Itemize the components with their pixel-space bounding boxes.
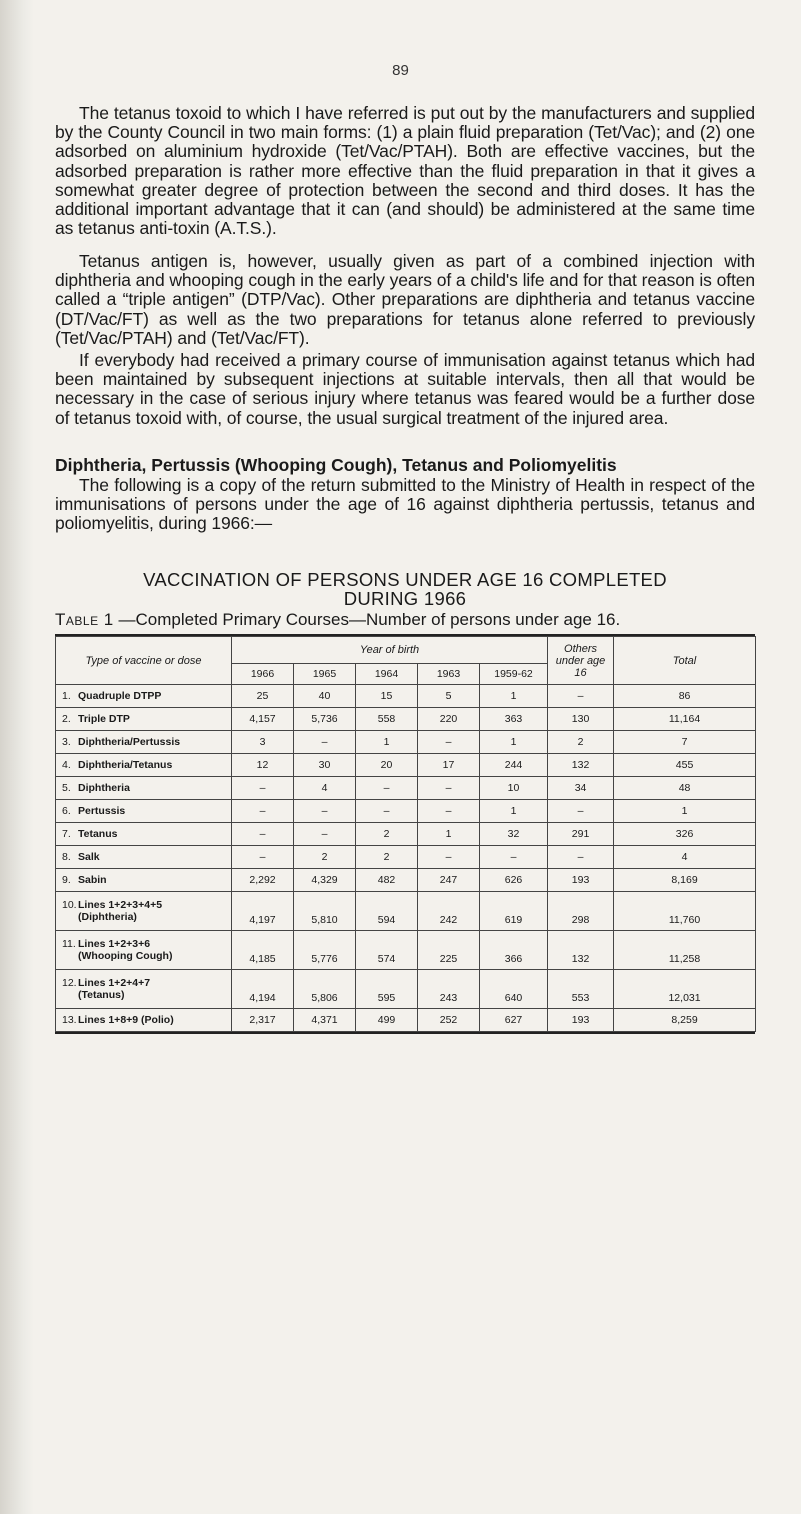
count-cell: – — [418, 800, 480, 823]
paragraph-return-copy: The following is a copy of the return submitted to the Ministry of Health in respect of the immunisations of persons under the age of 16 against diphtheria pertussis, tetanus and poliomyelitis, during 1966:— — [55, 475, 755, 534]
page-gutter-shadow — [0, 0, 34, 1514]
total-cell: 48 — [614, 777, 756, 800]
header-year: 1966 — [232, 664, 294, 685]
count-cell: 574 — [356, 931, 418, 970]
count-cell: – — [232, 800, 294, 823]
row-number: 3. — [62, 736, 71, 748]
table-row — [56, 970, 756, 1009]
count-cell: – — [356, 777, 418, 800]
table-row — [56, 823, 756, 846]
total-cell: 7 — [614, 731, 756, 754]
vaccine-type-label: Lines 1+2+4+7 — [78, 977, 151, 989]
paragraph-tetanus-antigen: Tetanus antigen is, however, usually given as part of a combined injection with diphtheria and whooping cough in the early years of a child's life and for that reason is often called a “triple antigen” (DTP/Vac). Other preparations are diphtheria and tetanus vaccine (DT/Vac/FT) as well as the two preparations for tetanus alone referred to previously (Tet/Vac/PTAH) and (Tet/Vac/FT). — [55, 251, 755, 348]
count-cell: – — [232, 823, 294, 846]
table-row — [56, 731, 756, 754]
count-cell: 2 — [356, 823, 418, 846]
total-cell: 11,258 — [614, 931, 756, 970]
count-cell: – — [294, 823, 356, 846]
row-number: 10. — [62, 899, 77, 911]
header-total: Total — [614, 637, 756, 685]
count-cell: 2,317 — [232, 1009, 294, 1032]
row-number: 7. — [62, 828, 71, 840]
count-cell: 558 — [356, 708, 418, 731]
vaccine-type-cell — [56, 846, 232, 869]
vaccine-type-label: Lines 1+8+9 (Polio) — [78, 1014, 174, 1026]
table-caption: Table 1 —Completed Primary Courses—Number of persons under age 16. — [55, 610, 621, 629]
count-cell: 252 — [418, 1009, 480, 1032]
count-cell: 130 — [548, 708, 614, 731]
count-cell: 20 — [356, 754, 418, 777]
table-row — [56, 869, 756, 892]
table-row — [56, 846, 756, 869]
table-row — [56, 685, 756, 708]
header-year-of-birth: Year of birth — [232, 637, 548, 664]
total-cell: 1 — [614, 800, 756, 823]
vaccine-type-cell — [56, 777, 232, 800]
vaccine-type-cell — [56, 970, 232, 1009]
table-row — [56, 1009, 756, 1032]
count-cell: 1 — [356, 731, 418, 754]
count-cell: 4,371 — [294, 1009, 356, 1032]
count-cell: 10 — [480, 777, 548, 800]
count-cell: 595 — [356, 970, 418, 1009]
count-cell: 17 — [418, 754, 480, 777]
count-cell: – — [294, 800, 356, 823]
count-cell: 15 — [356, 685, 418, 708]
count-cell: 242 — [418, 892, 480, 931]
header-year: 1964 — [356, 664, 418, 685]
table-row — [56, 754, 756, 777]
count-cell: 225 — [418, 931, 480, 970]
count-cell: 132 — [548, 931, 614, 970]
vaccine-type-label: Triple DTP — [78, 713, 130, 725]
count-cell: – — [548, 800, 614, 823]
count-cell: 25 — [232, 685, 294, 708]
count-cell: 291 — [548, 823, 614, 846]
paragraph-tetanus-toxoid: The tetanus toxoid to which I have referred is put out by the manufacturers and supplied by the County Council in two main forms: (1) a plain fluid preparation (Tet/Vac); and (2) one adsorbed on aluminium hydroxide (Tet/Vac/PTAH). Both are effective vaccines, but the adsorbed preparation is rather more effective than the fluid preparation in that it gives a somewhat greater degree of protection between the second and third doses. It has the additional important advantage that it can (and should) be administered at the same time as tetanus anti-toxin (A.T.S.). — [55, 103, 755, 239]
vaccine-type-cell — [56, 869, 232, 892]
count-cell: 244 — [480, 754, 548, 777]
vaccination-heading: VACCINATION OF PERSONS UNDER AGE 16 COMPLETED DURING 1966 — [143, 569, 667, 609]
page-number: 89 — [392, 62, 409, 79]
vaccine-type-label: Salk — [78, 851, 100, 863]
row-number: 6. — [62, 805, 71, 817]
count-cell: 4,197 — [232, 892, 294, 931]
total-cell: 455 — [614, 754, 756, 777]
count-cell: 298 — [548, 892, 614, 931]
vaccine-type-cell — [56, 708, 232, 731]
count-cell: 1 — [418, 823, 480, 846]
count-cell: 553 — [548, 970, 614, 1009]
row-number: 12. — [62, 977, 77, 989]
count-cell: 4 — [294, 777, 356, 800]
count-cell: 193 — [548, 869, 614, 892]
count-cell: 3 — [232, 731, 294, 754]
count-cell: 12 — [232, 754, 294, 777]
table-row — [56, 777, 756, 800]
vaccine-type-sublabel: (Diphtheria) — [78, 911, 137, 923]
section-heading: Diphtheria, Pertussis (Whooping Cough), Tetanus and Poliomyelitis — [55, 455, 617, 475]
vaccine-type-cell — [56, 685, 232, 708]
row-number: 9. — [62, 874, 71, 886]
count-cell: 363 — [480, 708, 548, 731]
count-cell: 2 — [294, 846, 356, 869]
row-number: 2. — [62, 713, 71, 725]
count-cell: 499 — [356, 1009, 418, 1032]
header-year: 1963 — [418, 664, 480, 685]
vaccine-type-cell — [56, 823, 232, 846]
table-row — [56, 800, 756, 823]
row-number: 4. — [62, 759, 71, 771]
count-cell: – — [232, 777, 294, 800]
count-cell: 4,194 — [232, 970, 294, 1009]
total-cell: 12,031 — [614, 970, 756, 1009]
count-cell: 247 — [418, 869, 480, 892]
vaccine-type-label: Lines 1+2+3+4+5 — [78, 899, 163, 911]
count-cell: – — [418, 846, 480, 869]
count-cell: 5,810 — [294, 892, 356, 931]
vaccine-type-label: Pertussis — [78, 805, 126, 817]
table-row — [56, 708, 756, 731]
count-cell: 4,185 — [232, 931, 294, 970]
count-cell: 4,157 — [232, 708, 294, 731]
vaccine-type-sublabel: (Whooping Cough) — [78, 950, 173, 962]
header-type-of-vaccine: Type of vaccine or dose — [56, 637, 232, 685]
count-cell: 30 — [294, 754, 356, 777]
header-others: Others under age 16 — [548, 637, 614, 685]
count-cell: 5,806 — [294, 970, 356, 1009]
total-cell: 8,169 — [614, 869, 756, 892]
vaccine-type-cell — [56, 800, 232, 823]
vaccine-type-cell — [56, 754, 232, 777]
count-cell: – — [232, 846, 294, 869]
count-cell: 1 — [480, 685, 548, 708]
count-cell: 243 — [418, 970, 480, 1009]
count-cell: 4,329 — [294, 869, 356, 892]
table-row — [56, 931, 756, 970]
total-cell: 8,259 — [614, 1009, 756, 1032]
count-cell: 5 — [418, 685, 480, 708]
count-cell: 40 — [294, 685, 356, 708]
count-cell: – — [548, 685, 614, 708]
count-cell: 366 — [480, 931, 548, 970]
count-cell: 1 — [480, 800, 548, 823]
vaccine-type-label: Diphtheria — [78, 782, 130, 794]
table-row — [56, 892, 756, 931]
count-cell: 5,736 — [294, 708, 356, 731]
vaccine-type-sublabel: (Tetanus) — [78, 989, 125, 1001]
vaccine-type-cell — [56, 892, 232, 931]
count-cell: 34 — [548, 777, 614, 800]
total-cell: 11,760 — [614, 892, 756, 931]
count-cell: 640 — [480, 970, 548, 1009]
count-cell: 2 — [548, 731, 614, 754]
count-cell: – — [294, 731, 356, 754]
vaccine-type-label: Tetanus — [78, 828, 118, 840]
total-cell: 11,164 — [614, 708, 756, 731]
row-number: 8. — [62, 851, 71, 863]
count-cell: – — [356, 800, 418, 823]
count-cell: 220 — [418, 708, 480, 731]
paragraph-immunisation-course: If everybody had received a primary course of immunisation against tetanus which had been maintained by subsequent injections at suitable intervals, then all that would be necessary in the case of serious injury where tetanus was feared would be a further dose of tetanus toxoid with, of course, the usual surgical treatment of the injured area. — [55, 350, 755, 428]
count-cell: 132 — [548, 754, 614, 777]
count-cell: – — [548, 846, 614, 869]
vaccine-type-label: Diphtheria/Pertussis — [78, 736, 181, 748]
vaccine-type-label: Lines 1+2+3+6 — [78, 938, 151, 950]
total-cell: 326 — [614, 823, 756, 846]
count-cell: 482 — [356, 869, 418, 892]
count-cell: 2 — [356, 846, 418, 869]
vaccine-type-cell — [56, 1009, 232, 1032]
vaccine-type-label: Quadruple DTPP — [78, 690, 162, 702]
count-cell: 627 — [480, 1009, 548, 1032]
count-cell: 5,776 — [294, 931, 356, 970]
row-number: 11. — [62, 938, 76, 950]
count-cell: 2,292 — [232, 869, 294, 892]
row-number: 5. — [62, 782, 71, 794]
vaccine-type-label: Diphtheria/Tetanus — [78, 759, 173, 771]
row-number: 1. — [62, 690, 71, 702]
vaccine-type-cell — [56, 731, 232, 754]
table-body — [56, 685, 756, 1032]
count-cell: 626 — [480, 869, 548, 892]
total-cell: 4 — [614, 846, 756, 869]
count-cell: – — [418, 777, 480, 800]
vaccine-type-label: Sabin — [78, 874, 107, 886]
header-year: 1959-62 — [480, 664, 548, 685]
count-cell: 1 — [480, 731, 548, 754]
count-cell: – — [418, 731, 480, 754]
header-year: 1965 — [294, 664, 356, 685]
count-cell: 193 — [548, 1009, 614, 1032]
count-cell: 32 — [480, 823, 548, 846]
vaccine-type-cell — [56, 931, 232, 970]
count-cell: 619 — [480, 892, 548, 931]
count-cell: – — [480, 846, 548, 869]
row-number: 13. — [62, 1014, 77, 1026]
primary-courses-table — [55, 634, 755, 1034]
count-cell: 594 — [356, 892, 418, 931]
total-cell: 86 — [614, 685, 756, 708]
